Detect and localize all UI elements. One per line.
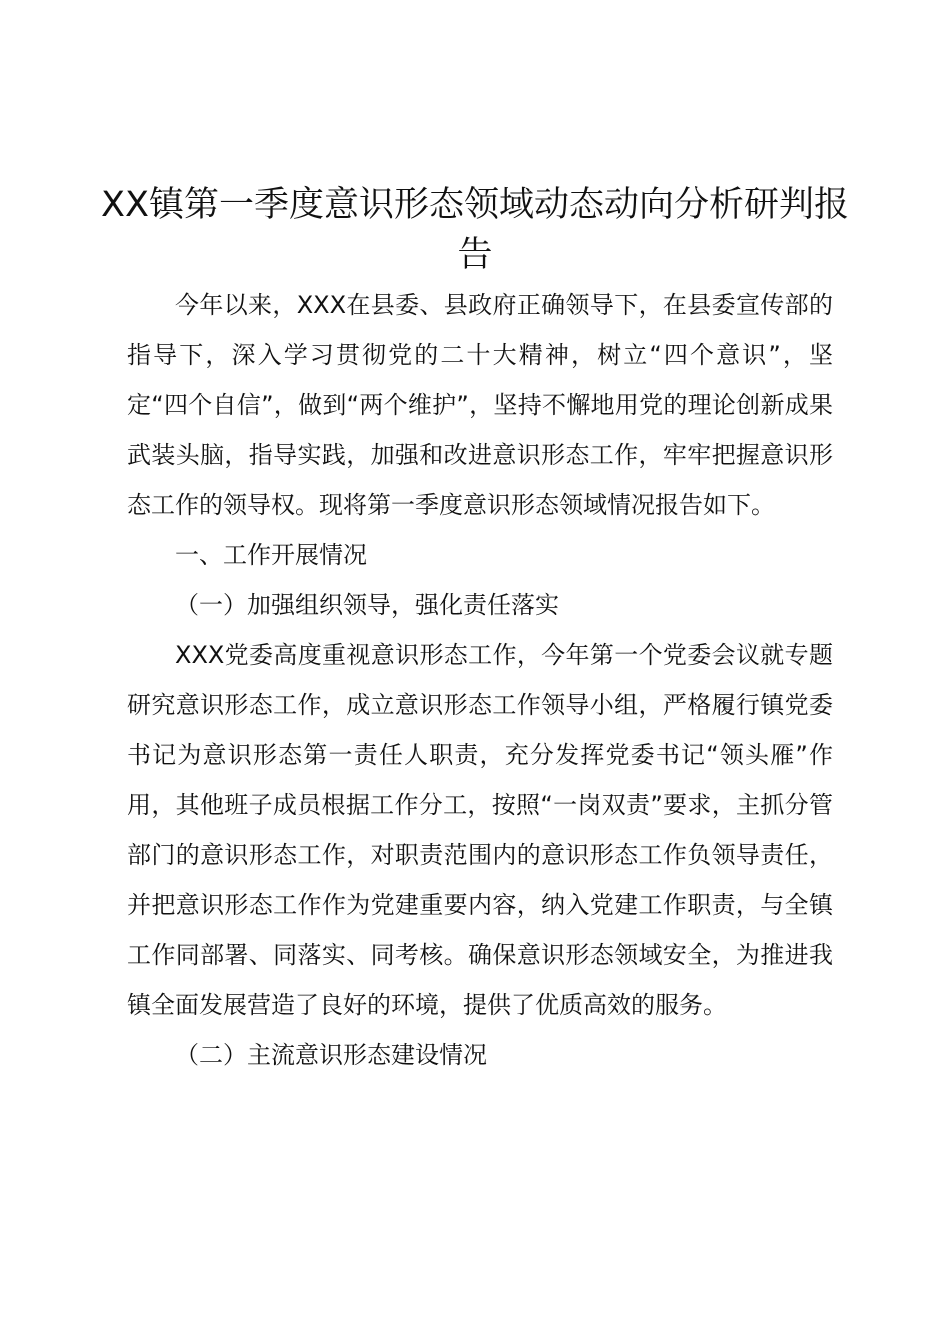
paragraph-organization: XXX党委高度重视意识形态工作，今年第一个党委会议就专题研究意识形态工作，成立意识形态工作领导小组，严格履行镇党委书记为意识形态第一责任人职责，充分发挥党委书记“领头雁”作用，其他班子成员根据工作分工，按照“一岗双责”要求，主抓分管部门的意识形态工作，对职责范围内的意识形态工作负领导责任，并把意识形态工作作为党建重要内容，纳入党建工作职责，与全镇工作同部署、同落实、同考核。确保意识形态领域安全，为推进我镇全面发展营造了良好的环境，提供了优质高效的服务。 — [127, 641, 833, 1019]
subsection-heading: （一）加强组织领导，强化责任落实 — [175, 591, 559, 619]
document-body — [127, 280, 833, 1080]
section-heading: 一、工作开展情况 — [175, 541, 367, 569]
document-title: XX镇第一季度意识形态领域动态动向分析研判报告 — [101, 185, 849, 275]
paragraph-intro: 今年以来，XXX在县委、县政府正确领导下，在县委宣传部的指导下，深入学习贯彻党的二十大精神，树立“四个意识”，坚定“四个自信”，做到“两个维护”，坚持不懈地用党的理论创新成果武装头脑，指导实践，加强和改进意识形态工作，牢牢把握意识形态工作的领导权。现将第一季度意识形态领域情况报告如下。 — [127, 291, 833, 519]
subsection-heading: （二）主流意识形态建设情况 — [175, 1041, 487, 1069]
